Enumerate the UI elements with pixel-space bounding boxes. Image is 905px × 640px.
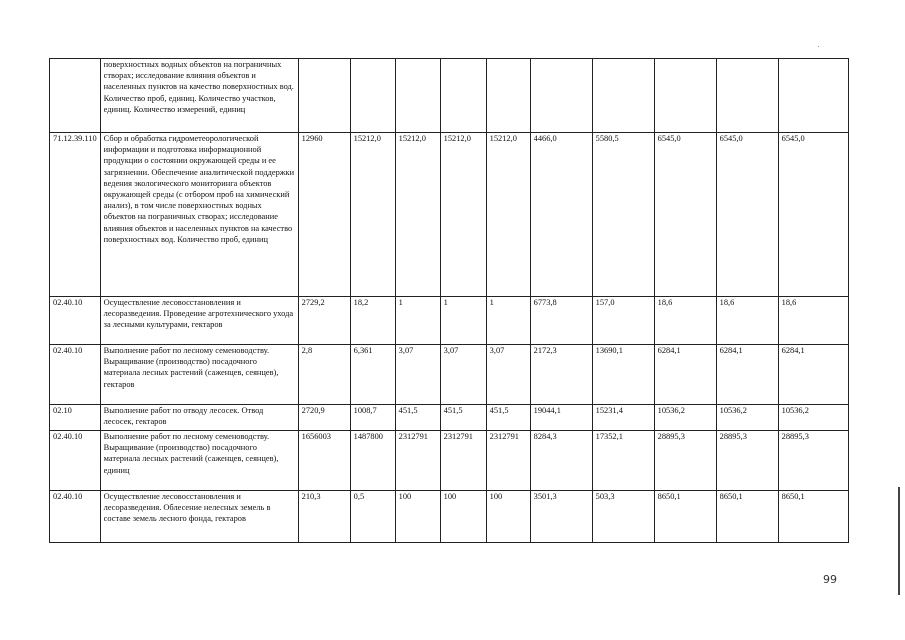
table-row (50, 297, 849, 345)
row-value-cell (654, 59, 716, 133)
page-number: 99 (823, 573, 837, 586)
row-value-cell: 0,5 (350, 491, 395, 543)
row-value-cell: 6773,8 (530, 297, 592, 345)
row-value-cell: 15212,0 (440, 133, 486, 297)
row-value-cell: 1 (395, 297, 440, 345)
row-value-cell: 2312791 (486, 431, 530, 491)
row-value-cell (486, 59, 530, 133)
row-value-cell: 18,6 (778, 297, 848, 345)
row-value-cell: 451,5 (395, 405, 440, 431)
row-value-cell (778, 59, 848, 133)
row-value-cell: 3,07 (440, 345, 486, 405)
row-code-cell: 02.40.10 (50, 431, 101, 491)
table-row (50, 405, 849, 431)
row-value-cell: 2,8 (298, 345, 350, 405)
table-row (50, 431, 849, 491)
row-value-cell: 2720,9 (298, 405, 350, 431)
row-value-cell: 5580,5 (592, 133, 654, 297)
row-value-cell: 503,3 (592, 491, 654, 543)
row-value-cell: 10536,2 (654, 405, 716, 431)
row-value-cell: 1487800 (350, 431, 395, 491)
row-value-cell: 8650,1 (778, 491, 848, 543)
row-value-cell (530, 59, 592, 133)
table-row (50, 491, 849, 543)
row-value-cell: 6284,1 (654, 345, 716, 405)
row-code-cell (50, 59, 101, 133)
row-description-cell: Сбор и обработка гидрометеорологической информации и подготовка информационной продукции о состоянии окружающей среды и ее загрязнении. Обеспечение аналитической поддержки ведения экологического мониторинга объектов окружающей среды (с отбором проб на химический анализ), в том числе поверхностных водных объектов на пограничных створах; исследование влияния объектов и населенных пунктов на качество поверхностных вод. Количество проб, единиц (100, 133, 298, 297)
row-value-cell: 6545,0 (654, 133, 716, 297)
row-value-cell: 6545,0 (778, 133, 848, 297)
row-value-cell: 12960 (298, 133, 350, 297)
row-value-cell (298, 59, 350, 133)
row-value-cell: 2312791 (395, 431, 440, 491)
row-value-cell: 3501,3 (530, 491, 592, 543)
row-value-cell (395, 59, 440, 133)
row-value-cell: 210,3 (298, 491, 350, 543)
scan-edge-mark (898, 487, 900, 595)
row-value-cell: 13690,1 (592, 345, 654, 405)
row-value-cell: 100 (440, 491, 486, 543)
row-value-cell: 15231,4 (592, 405, 654, 431)
row-value-cell: 1 (486, 297, 530, 345)
row-value-cell (440, 59, 486, 133)
row-value-cell: 8650,1 (716, 491, 778, 543)
row-value-cell: 15212,0 (486, 133, 530, 297)
row-value-cell: 451,5 (440, 405, 486, 431)
row-value-cell: 100 (395, 491, 440, 543)
data-table (49, 58, 849, 543)
row-description-cell: поверхностных водных объектов на пограничных створах; исследование влияния объектов и населенных пунктов на качество поверхностных вод. Количество проб, единиц. Количество участков, единиц. Количество измерений, единиц (100, 59, 298, 133)
row-value-cell: 8284,3 (530, 431, 592, 491)
row-value-cell: 1008,7 (350, 405, 395, 431)
table-row (50, 345, 849, 405)
row-value-cell: 6545,0 (716, 133, 778, 297)
row-value-cell: 2312791 (440, 431, 486, 491)
row-value-cell: 6284,1 (716, 345, 778, 405)
row-description-cell: Осуществление лесовосстановления и лесоразведения. Облесение нелесных земель в составе земель лесного фонда, гектаров (100, 491, 298, 543)
row-code-cell: 71.12.39.110 (50, 133, 101, 297)
row-value-cell: 157,0 (592, 297, 654, 345)
row-value-cell: 28895,3 (716, 431, 778, 491)
row-value-cell: 100 (486, 491, 530, 543)
row-value-cell: 3,07 (395, 345, 440, 405)
row-value-cell: 15212,0 (350, 133, 395, 297)
row-value-cell: 1656003 (298, 431, 350, 491)
row-code-cell: 02.40.10 (50, 491, 101, 543)
row-value-cell: 4466,0 (530, 133, 592, 297)
row-description-cell: Выполнение работ по отводу лесосек. Отвод лесосек, гектаров (100, 405, 298, 431)
row-value-cell: 28895,3 (654, 431, 716, 491)
row-value-cell: 451,5 (486, 405, 530, 431)
row-value-cell: 2172,3 (530, 345, 592, 405)
row-value-cell (350, 59, 395, 133)
table-row (50, 133, 849, 297)
row-code-cell: 02.40.10 (50, 345, 101, 405)
scan-edge-mark (818, 46, 819, 47)
row-value-cell: 10536,2 (716, 405, 778, 431)
row-description-cell: Осуществление лесовосстановления и лесоразведения. Проведение агротехнического ухода за лесными культурами, гектаров (100, 297, 298, 345)
table-row (50, 59, 849, 133)
row-value-cell: 6284,1 (778, 345, 848, 405)
row-value-cell: 10536,2 (778, 405, 848, 431)
row-value-cell: 17352,1 (592, 431, 654, 491)
row-code-cell: 02.40.10 (50, 297, 101, 345)
row-value-cell: 15212,0 (395, 133, 440, 297)
row-value-cell: 19044,1 (530, 405, 592, 431)
table-body (50, 59, 849, 543)
row-code-cell: 02.10 (50, 405, 101, 431)
row-value-cell: 1 (440, 297, 486, 345)
row-value-cell (592, 59, 654, 133)
row-value-cell: 3,07 (486, 345, 530, 405)
row-value-cell: 18,2 (350, 297, 395, 345)
row-description-cell: Выполнение работ по лесному семеноводству. Выращивание (производство) посадочного материала лесных растений (саженцев, сеянцев), единиц (100, 431, 298, 491)
row-value-cell: 8650,1 (654, 491, 716, 543)
row-description-cell: Выполнение работ по лесному семеноводству. Выращивание (производство) посадочного материала лесных растений (саженцев, сеянцев), гектаров (100, 345, 298, 405)
row-value-cell: 6,361 (350, 345, 395, 405)
row-value-cell: 18,6 (716, 297, 778, 345)
row-value-cell: 18,6 (654, 297, 716, 345)
row-value-cell: 28895,3 (778, 431, 848, 491)
row-value-cell: 2729,2 (298, 297, 350, 345)
row-value-cell (716, 59, 778, 133)
